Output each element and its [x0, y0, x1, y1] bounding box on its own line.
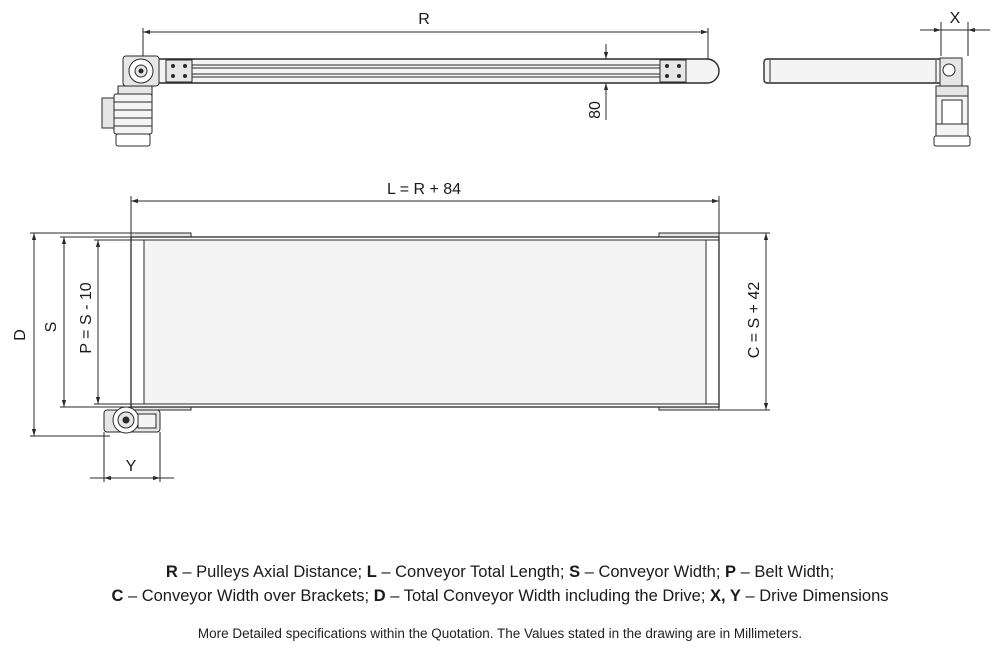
- drive-unit-top: [104, 407, 160, 433]
- label-y: Y: [125, 458, 137, 475]
- label-l: L = R + 84: [386, 181, 462, 198]
- legend-text: – Conveyor Total Length;: [376, 563, 570, 581]
- belt: [144, 240, 706, 404]
- legend-key: S: [569, 563, 581, 581]
- conveyor-profile: [143, 59, 719, 83]
- top-view: [30, 196, 770, 482]
- footnote: More Detailed specifications within the Quotation. The Values stated in the drawing are in Millimeters.: [197, 626, 803, 641]
- legend-key: P: [725, 563, 737, 581]
- label-s: S: [43, 321, 60, 333]
- legend-line-2: [0, 587, 1000, 606]
- label-c: C = S + 42: [746, 281, 763, 359]
- legend-line-1: [0, 563, 1000, 582]
- legend-text: – Conveyor Width;: [580, 563, 726, 581]
- legend-text: – Drive Dimensions: [740, 587, 889, 605]
- legend-key: R: [165, 563, 178, 581]
- legend-text: – Pulleys Axial Distance;: [177, 563, 367, 581]
- label-p: P = S - 10: [78, 282, 95, 354]
- legend-text: – Conveyor Width over Brackets;: [123, 587, 374, 605]
- roller-end-view: [764, 59, 942, 83]
- label-r: R: [418, 11, 430, 28]
- drive-unit-side: [102, 56, 159, 146]
- label-d: D: [12, 329, 29, 341]
- legend-key: D: [373, 587, 386, 605]
- legend-key: L: [366, 563, 377, 581]
- legend-text: – Belt Width;: [736, 563, 835, 581]
- legend-key: C: [111, 587, 124, 605]
- legend-text: – Total Conveyor Width including the Drive;: [385, 587, 711, 605]
- side-view: [102, 28, 719, 146]
- label-height-80: 80: [587, 101, 604, 119]
- label-x: X: [949, 10, 961, 27]
- end-view: [764, 22, 990, 146]
- legend-key: X, Y: [710, 587, 741, 605]
